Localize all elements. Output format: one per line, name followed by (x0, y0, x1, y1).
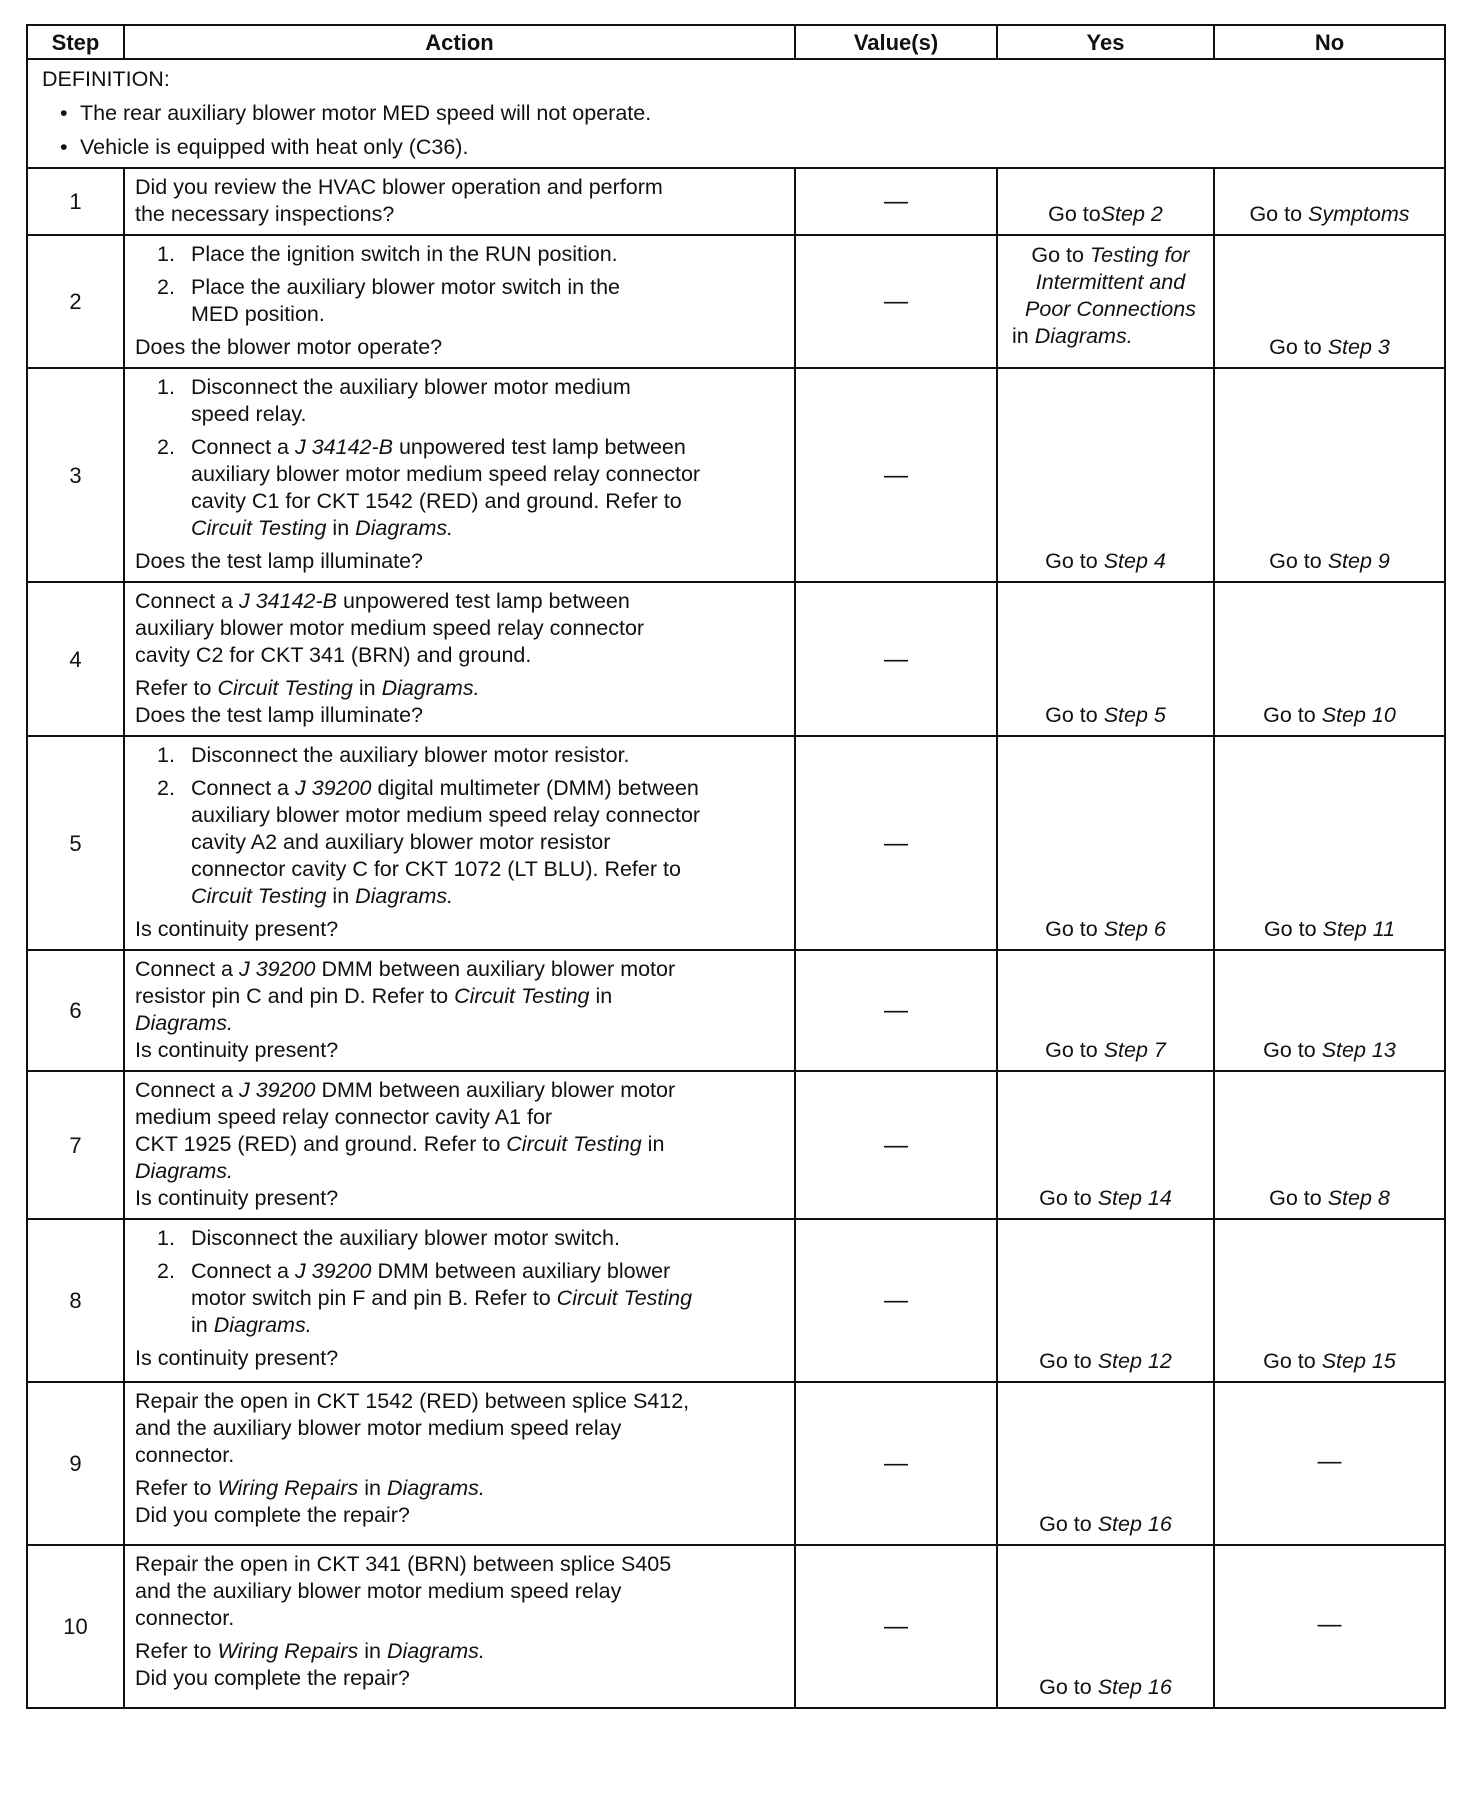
yes-cell[interactable]: Go to Testing for Intermittent and Poor Connections in Diagrams. (997, 235, 1214, 368)
header-no: No (1214, 25, 1445, 59)
header-step: Step (27, 25, 124, 59)
table-row (27, 168, 1445, 235)
action-cell: 1. Place the ignition switch in the RUN position. 2. Place the auxiliary blower motor switch in the MED position. Does the blower motor operate? (124, 235, 795, 368)
step-link[interactable]: Step 5 (1103, 703, 1166, 727)
step-number: 5 (27, 736, 124, 950)
yes-cell[interactable]: Go toStep 2 (997, 168, 1214, 235)
step-link[interactable]: Step 14 (1097, 1186, 1172, 1210)
value-cell: — (795, 950, 997, 1071)
action-cell: Repair the open in CKT 341 (BRN) between splice S405 and the auxiliary blower motor medium speed relay connector. Refer to Wiring Repairs in Diagrams. Did you complete the repair? (124, 1545, 795, 1708)
no-cell[interactable]: Go to Step 15 (1214, 1219, 1445, 1382)
step-link[interactable]: Step 16 (1097, 1675, 1172, 1699)
yes-cell[interactable]: Go to Step 12 (997, 1219, 1214, 1382)
step-link[interactable]: Step 7 (1103, 1038, 1166, 1062)
value-cell: — (795, 736, 997, 950)
yes-cell[interactable]: Go to Step 7 (997, 950, 1214, 1071)
action-cell: Connect a J 39200 DMM between auxiliary blower motor medium speed relay connector cavity A1 for CKT 1925 (RED) and ground. Refer to Circuit Testing in Diagrams. Is continuity present? (124, 1071, 795, 1219)
tool-name: J 39200 (238, 1078, 316, 1102)
definition-list (42, 100, 1430, 161)
diagrams-link[interactable]: Diagrams. (213, 1313, 312, 1337)
table-row (27, 950, 1445, 1071)
action-cell: Did you review the HVAC blower operation and perform the necessary inspections? (124, 168, 795, 235)
step-link[interactable]: Step 15 (1321, 1349, 1396, 1373)
action-cell: 1. Disconnect the auxiliary blower motor switch. 2. Connect a J 39200 DMM between auxiliary blower motor switch pin F and pin B. Refer to Circuit Testing in Diagrams. Is continuity present? (124, 1219, 795, 1382)
step-number: 1 (27, 168, 124, 235)
step-link[interactable]: Step 6 (1103, 917, 1166, 941)
diagnostic-table-document (26, 24, 1444, 1709)
value-cell: — (795, 1071, 997, 1219)
no-cell: — (1214, 1545, 1445, 1708)
value-cell: — (795, 235, 997, 368)
circuit-testing-link[interactable]: Circuit Testing (454, 984, 590, 1008)
yes-cell[interactable]: Go to Step 6 (997, 736, 1214, 950)
step-number: 8 (27, 1219, 124, 1382)
action-cell: Connect a J 39200 DMM between auxiliary blower motor resistor pin C and pin D. Refer to Circuit Testing in Diagrams. Is continuity present? (124, 950, 795, 1071)
wiring-repairs-link[interactable]: Wiring Repairs (217, 1639, 359, 1663)
step-link[interactable]: Step 10 (1321, 703, 1396, 727)
tool-name: J 34142-B (238, 589, 337, 613)
no-cell[interactable]: Go to Step 9 (1214, 368, 1445, 582)
definition-label: DEFINITION: (42, 67, 170, 91)
step-link[interactable]: Step 13 (1321, 1038, 1396, 1062)
header-action: Action (124, 25, 795, 59)
step-link[interactable]: Step 4 (1103, 549, 1166, 573)
circuit-testing-link[interactable]: Circuit Testing (556, 1286, 693, 1310)
definition-bullet: • The rear auxiliary blower motor MED speed will not operate. (60, 101, 652, 125)
step-number: 9 (27, 1382, 124, 1545)
circuit-testing-link[interactable]: Circuit Testing (191, 884, 327, 908)
value-cell: — (795, 1382, 997, 1545)
diagrams-link[interactable]: Diagrams. (386, 1639, 485, 1663)
value-cell: — (795, 582, 997, 736)
testing-link[interactable]: Testing for (1089, 243, 1190, 267)
tool-name: J 39200 (294, 776, 372, 800)
step-link[interactable]: Step 2 (1100, 202, 1163, 226)
symptoms-link[interactable]: Symptoms (1308, 202, 1410, 226)
diagnostic-table (26, 24, 1446, 1709)
table-row (27, 235, 1445, 368)
diagrams-link[interactable]: Diagrams. (1034, 324, 1133, 348)
action-cell: 1. Disconnect the auxiliary blower motor medium speed relay. 2. Connect a J 34142-B unpowered test lamp between auxiliary blower motor medium speed relay connector cavity C1 for CKT 1542 (RED) and ground. Refer to Circuit Testing in Diagrams. Does the test lamp illuminate? (124, 368, 795, 582)
header-yes: Yes (997, 25, 1214, 59)
no-cell[interactable]: Go to Symptoms (1214, 168, 1445, 235)
step-number: 2 (27, 235, 124, 368)
diagrams-link[interactable]: Diagrams. (381, 676, 480, 700)
step-number: 4 (27, 582, 124, 736)
value-cell: — (795, 368, 997, 582)
step-number: 7 (27, 1071, 124, 1219)
no-cell[interactable]: Go to Step 8 (1214, 1071, 1445, 1219)
yes-cell[interactable]: Go to Step 16 (997, 1545, 1214, 1708)
wiring-repairs-link[interactable]: Wiring Repairs (217, 1476, 359, 1500)
yes-cell[interactable]: Go to Step 4 (997, 368, 1214, 582)
step-link[interactable]: Step 11 (1322, 917, 1396, 941)
value-cell: — (795, 168, 997, 235)
step-number: 3 (27, 368, 124, 582)
no-cell: — (1214, 1382, 1445, 1545)
definition-row (27, 59, 1445, 168)
table-row (27, 736, 1445, 950)
value-cell: — (795, 1545, 997, 1708)
circuit-testing-link[interactable]: Circuit Testing (191, 516, 327, 540)
no-cell[interactable]: Go to Step 3 (1214, 235, 1445, 368)
table-row (27, 368, 1445, 582)
no-cell[interactable]: Go to Step 11 (1214, 736, 1445, 950)
value-cell: — (795, 1219, 997, 1382)
header-values: Value(s) (795, 25, 997, 59)
action-cell: Connect a J 34142-B unpowered test lamp between auxiliary blower motor medium speed relay connector cavity C2 for CKT 341 (BRN) and ground. Refer to Circuit Testing in Diagrams. Does the test lamp illuminate? (124, 582, 795, 736)
diagrams-link[interactable]: Diagrams. (135, 1011, 233, 1035)
step-link[interactable]: Step 16 (1097, 1512, 1172, 1536)
step-link[interactable]: Step 3 (1327, 335, 1390, 359)
action-cell: 1. Disconnect the auxiliary blower motor resistor. 2. Connect a J 39200 digital multimeter (DMM) between auxiliary blower motor medium speed relay connector cavity A2 and auxiliary blower motor resistor connector cavity C for CKT 1072 (LT BLU). Refer to Circuit Testing in Diagrams. Is continuity present? (124, 736, 795, 950)
table-row (27, 1219, 1445, 1382)
yes-cell[interactable]: Go to Step 5 (997, 582, 1214, 736)
tool-name: J 34142-B (294, 435, 393, 459)
diagrams-link[interactable]: Diagrams. (135, 1159, 233, 1183)
header-row (27, 25, 1445, 59)
table-row (27, 1545, 1445, 1708)
diagrams-link[interactable]: Diagrams. (355, 516, 454, 540)
no-cell[interactable]: Go to Step 13 (1214, 950, 1445, 1071)
tool-name: J 39200 (294, 1259, 372, 1283)
diagrams-link[interactable]: Diagrams. (386, 1476, 485, 1500)
table-row (27, 582, 1445, 736)
definition-cell (27, 59, 1445, 168)
step-link[interactable]: Step 8 (1327, 1186, 1390, 1210)
diagrams-link[interactable]: Diagrams. (355, 884, 454, 908)
yes-cell[interactable]: Go to Step 14 (997, 1071, 1214, 1219)
step-number: 6 (27, 950, 124, 1071)
table-row (27, 1071, 1445, 1219)
step-link[interactable]: Step 12 (1097, 1349, 1172, 1373)
action-cell: Repair the open in CKT 1542 (RED) between splice S412, and the auxiliary blower motor medium speed relay connector. Refer to Wiring Repairs in Diagrams. Did you complete the repair? (124, 1382, 795, 1545)
step-number: 10 (27, 1545, 124, 1708)
no-cell[interactable]: Go to Step 10 (1214, 582, 1445, 736)
definition-bullet: • Vehicle is equipped with heat only (C36). (60, 135, 469, 159)
circuit-testing-link[interactable]: Circuit Testing (506, 1132, 642, 1156)
circuit-testing-link[interactable]: Circuit Testing (217, 676, 353, 700)
step-link[interactable]: Step 9 (1327, 549, 1390, 573)
table-row (27, 1382, 1445, 1545)
yes-cell[interactable]: Go to Step 16 (997, 1382, 1214, 1545)
tool-name: J 39200 (238, 957, 316, 981)
